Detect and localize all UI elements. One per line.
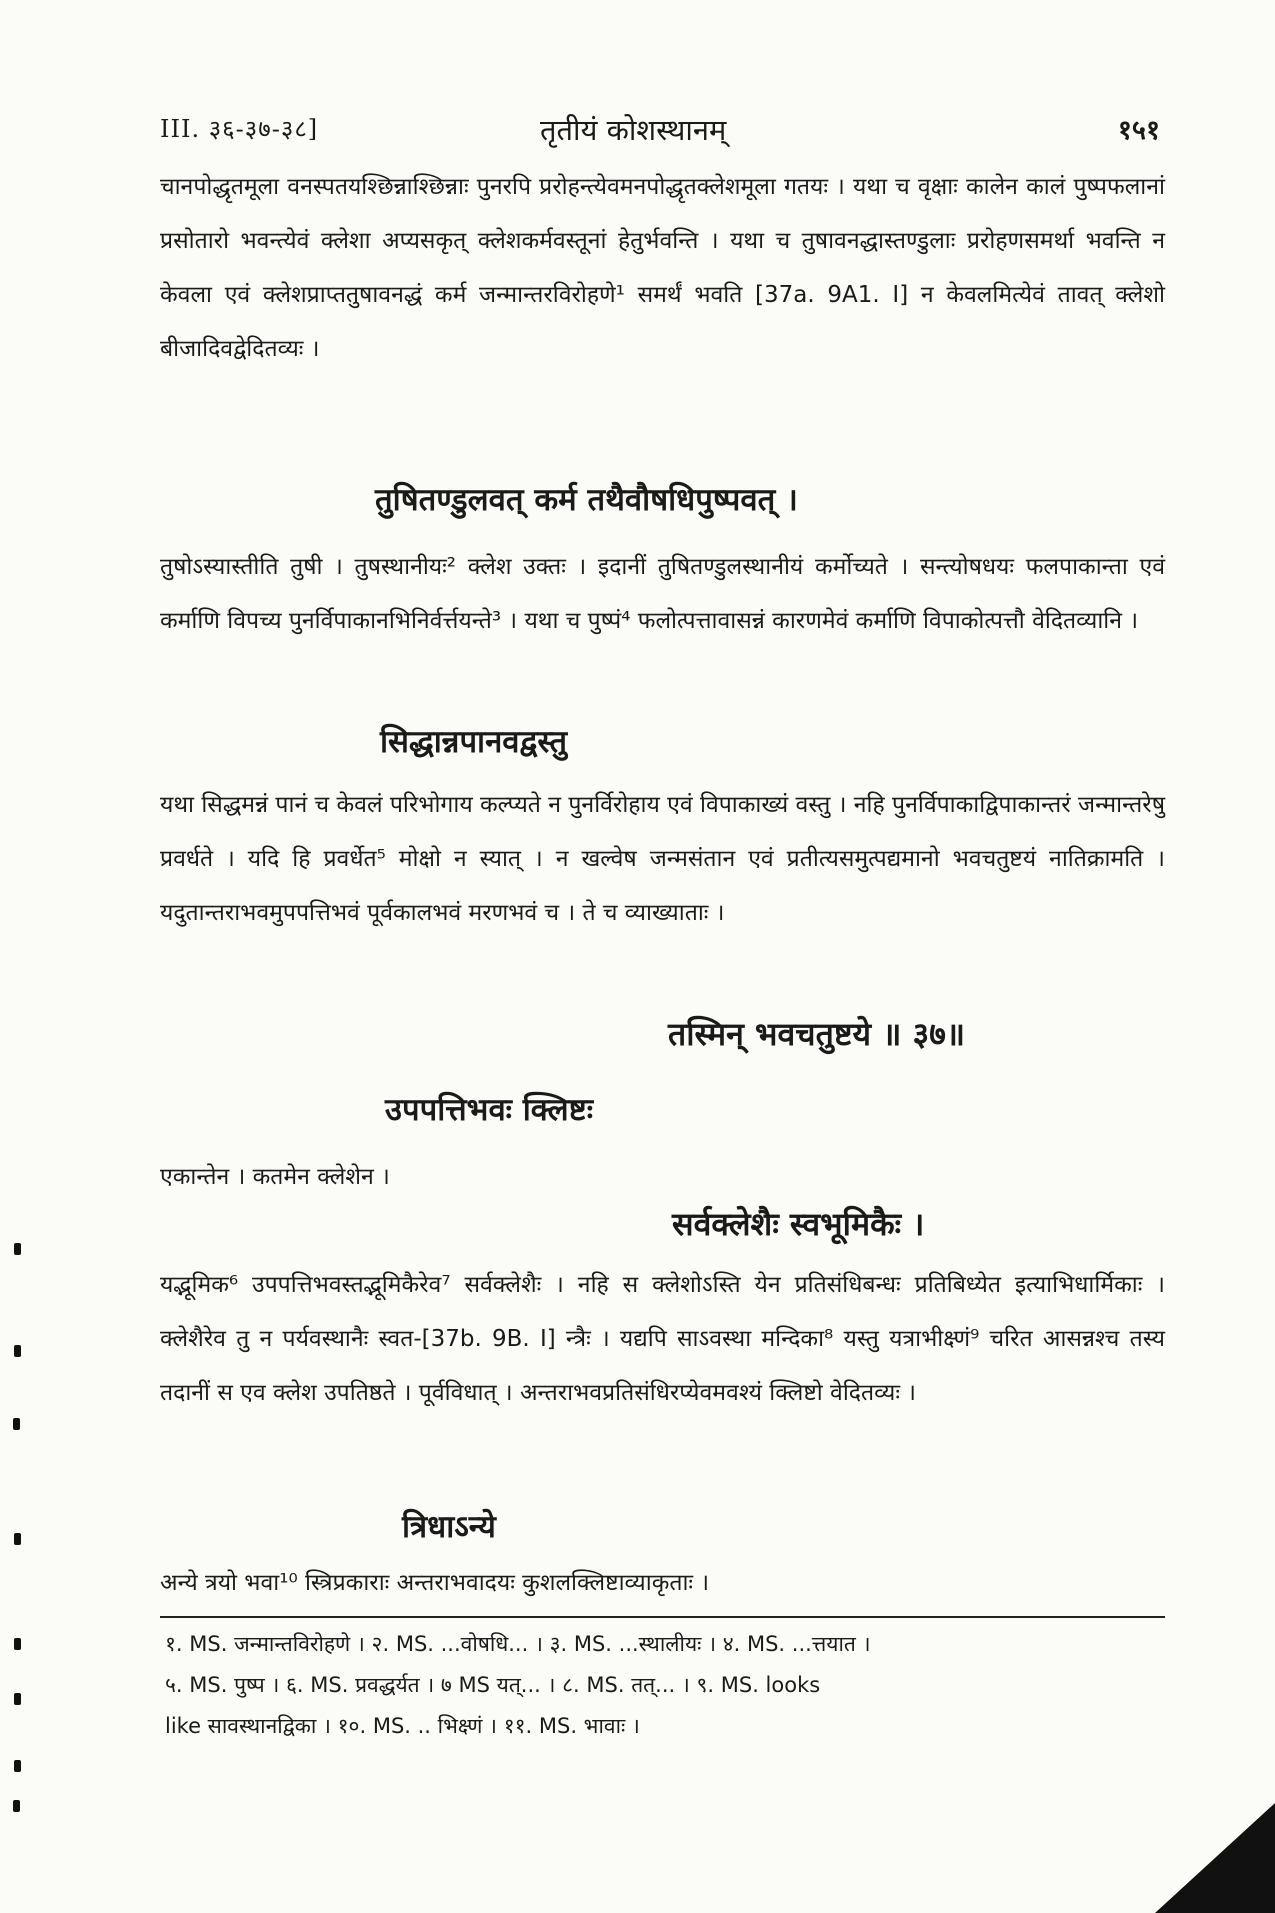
commentary-block-1: [160, 160, 1165, 376]
scan-margin-speck: [14, 1760, 21, 1772]
commentary-block-4: [160, 1150, 1165, 1204]
scan-margin-speck: [14, 1345, 21, 1357]
verse-line: त्रिधाऽन्ये: [402, 1509, 496, 1545]
verse-line: तस्मिन् भवचतुष्टये ॥ ३७॥: [668, 1015, 966, 1053]
footnote-line: ५. MS. पुष्प । ६. MS. प्रवद्धर्यत । ७ MS यत्... । ८. MS. तत्... । ९. MS. looks: [165, 1673, 821, 1697]
commentary-block-6: [160, 1556, 1165, 1610]
verse-line: उपपत्तिभवः क्लिष्टः: [385, 1092, 594, 1128]
running-title: तृतीयं कोशस्थानम्: [540, 113, 727, 147]
commentary-paragraph: अन्ये त्रयो भवा¹⁰ स्त्रिप्रकाराः अन्तराभवादयः कुशलक्लिष्टाव्याकृताः ।: [160, 1570, 710, 1596]
scan-margin-speck: [14, 1693, 21, 1705]
footnote-line: १. MS. जन्मान्तविरोहणे । २. MS. ...वोषधि... । ३. MS. ...स्थालीयः । ४. MS. ...त्तयात ।: [165, 1632, 871, 1656]
commentary-block-2: [160, 540, 1165, 648]
commentary-paragraph: यथा सिद्धमन्नं पानं च केवलं परिभोगाय कल्प्यते न पुनर्विरोहाय एवं विपाकाख्यं वस्तु । नहि पुनर्विपाकाद्विपाकान्तरं जन्मान्तरेषु प्रवर्धते । यदि हि प्रवर्धेत⁵ मोक्षो न स्यात् । न खल्वेष जन्मसंतान एवं प्रतीत्यसमुत्पद्यमानो भवचतुष्टयं नातिक्रामति । यदुतान्तराभवमुपपत्तिभवं पूर्वकालभवं मरणभवं च । ते च व्याख्याताः ।: [160, 792, 1165, 926]
scan-shadow-corner: [1155, 1803, 1275, 1913]
footnote-line: like सावस्थानद्विका । १०. MS. .. भिक्ष्णं । ११. MS. भावाः ।: [165, 1714, 640, 1738]
commentary-paragraph: एकान्तेन । कतमेन क्लेशेन ।: [160, 1164, 390, 1190]
page-number: १५१: [1117, 115, 1160, 146]
footnotes: [165, 1624, 1165, 1747]
verse-line: तुषितण्डुलवत् कर्म तथैवौषधिपुष्पवत् ।: [375, 482, 798, 518]
commentary-paragraph: चानपोद्धृतमूला वनस्पतयश्छिन्नाश्छिन्नाः पुनरपि प्ररोहन्त्येवमनपोद्धृतक्लेशमूला गतयः । यथा च वृक्षाः कालेन कालं पुष्पफलानां प्रसोतारो भवन्त्येवं क्लेशा अप्यसकृत् क्लेशकर्मवस्तूनां हेतुर्भवन्ति । यथा च तुषावनद्धास्तण्डुलाः प्ररोहणसमर्था भवन्ति न केवला एवं क्लेशप्राप्ततुषावनद्धं कर्म जन्मान्तरविरोहणे¹ समर्थं भवति [37a. 9A1. I] न केवलमित्येवं तावत् क्लेशो बीजादिवद्वेदितव्यः ।: [160, 174, 1165, 362]
verse-line: सिद्धान्नपानवद्वस्तु: [380, 724, 568, 760]
scan-margin-speck: [14, 1243, 21, 1255]
scan-margin-speck: [14, 1638, 21, 1650]
verse-line: सर्वक्लेशैः स्वभूमिकैः ।: [672, 1205, 925, 1243]
commentary-block-5: [160, 1258, 1165, 1420]
commentary-block-3: [160, 778, 1165, 940]
commentary-paragraph: तुषोऽस्यास्तीति तुषी । तुषस्थानीयः² क्लेश उक्तः । इदानीं तुषितण्डुलस्थानीयं कर्मोच्यते । सन्त्योषधयः फलपाकान्ता एवं कर्माणि विपच्य पुनर्विपाकानभिनिर्वर्त्तयन्ते³ । यथा च पुष्पं⁴ फलोत्पत्तावासन्नं कारणमेवं कर्माणि विपाकोत्पत्तौ वेदितव्यानि ।: [160, 554, 1165, 634]
scan-margin-speck: [13, 1418, 20, 1430]
running-header: [160, 112, 1160, 152]
footnote-divider: [160, 1616, 1165, 1618]
section-reference: III. ३६-३७-३८]: [160, 115, 319, 143]
commentary-paragraph: यद्भूमिक⁶ उपपत्तिभवस्तद्भूमिकैरेव⁷ सर्वक्लेशैः । नहि स क्लेशोऽस्ति येन प्रतिसंधिबन्धः प्रतिबिध्येत इत्याभिधार्मिकाः । क्लेशैरेव तु न पर्यवस्थानैः स्वत-[37b. 9B. I] न्त्रैः । यद्यपि साऽवस्था मन्दिका⁸ यस्तु यत्राभीक्ष्णं⁹ चरित आसन्नश्च तस्य तदानीं स एव क्लेश उपतिष्ठते । पूर्वविधात् । अन्तराभवप्रतिसंधिरप्येवमवश्यं क्लिष्टो वेदितव्यः ।: [160, 1272, 1165, 1406]
scan-margin-speck: [14, 1533, 21, 1545]
scan-margin-speck: [13, 1800, 20, 1812]
